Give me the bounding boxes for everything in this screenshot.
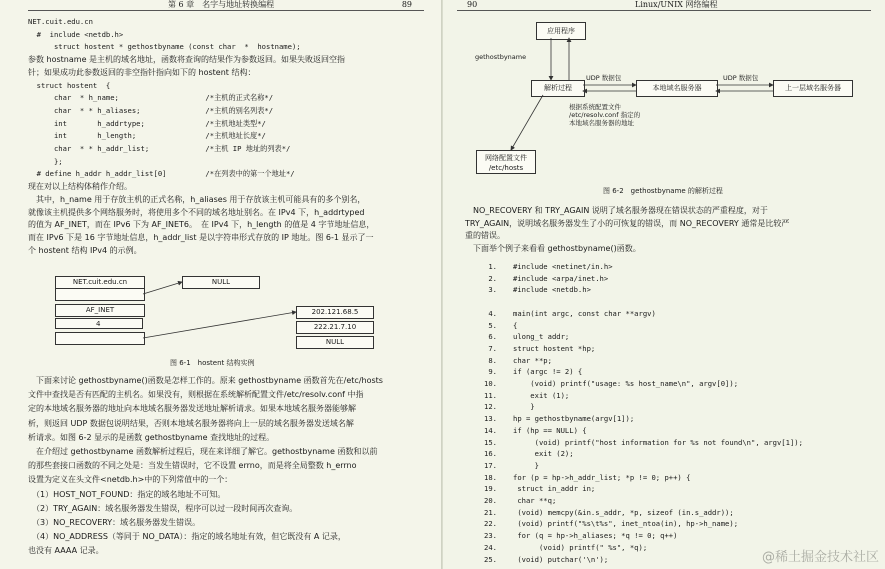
text-line: 文件中查找是否有匹配的主机名。如果没有，则根据在系统解析配置文件/etc/resolv.conf 中指	[28, 390, 364, 400]
code-line-number: 6.	[488, 332, 497, 342]
code-line-number: 12.	[484, 402, 497, 412]
code-line: }	[513, 402, 535, 412]
text-line: NO_RECOVERY 和 TRY_AGAIN 说明了域名服务器现在错误状态的严重程度，对于	[465, 206, 768, 215]
code-line: struct hostent *hp;	[513, 343, 596, 353]
code-line-number: 15.	[484, 437, 497, 447]
text-line: （1）HOST_NOT_FOUND：指定的域名地址不可知。	[28, 489, 226, 499]
text-line: 个 hostent 结构 IPv4 的示例。	[28, 245, 142, 255]
code-line: #include <netinet/in.h>	[513, 262, 613, 271]
text-line: 下面来讨论 gethostbyname()函数是怎样工作的。原来 gethostbyname 函数首先在/etc/hosts	[28, 376, 383, 385]
book-title: Linux/UNIX 网络编程	[635, 0, 718, 9]
figure-6-1-caption: 图 6-1 hostent 结构实例	[170, 359, 255, 367]
text-line: 在介绍过 gethostbyname 函数解析过程后，现在来详细了解它。gethostbyname 函数和以前	[28, 447, 378, 456]
upper-dns-box: 上一层域名服务器	[773, 80, 853, 97]
code-line-number: 23.	[484, 531, 497, 541]
aliases-null-box: NULL	[182, 276, 260, 289]
code-line-number: 5.	[488, 320, 497, 330]
code-line: (void) printf("host information for %s not found\n", argv[1]);	[513, 437, 803, 447]
code-line: }	[513, 460, 539, 470]
text-line: # include <netdb.h>	[28, 29, 124, 39]
struct-box-length: 4	[55, 318, 143, 329]
code-line: for (q = hp->h_aliases; *q != 0; q++)	[513, 531, 678, 541]
addr-box-1: 202.121.68.5	[296, 306, 374, 319]
code-line-number: 13.	[484, 414, 497, 424]
code-line: (void) printf("%s\t%s", inet_ntoa(in), hp->h_name);	[513, 519, 739, 529]
code-line-number: 9.	[488, 367, 497, 377]
text-line: int h_length; /*主机地址长度*/	[28, 131, 266, 141]
code-line-number: 4.	[488, 308, 497, 318]
text-line: # define h_addr h_addr_list[0] /*在列表中的第一个地址*/	[28, 169, 295, 179]
text-line: 针；如果成功此参数返回的非空指针指向如下的 hostent 结构：	[28, 67, 256, 77]
code-line-number: 22.	[484, 519, 497, 529]
code-line: hp = gethostbyname(argv[1]);	[513, 414, 635, 424]
text-line: （2）TRY_AGAIN：域名服务器发生错误，程序可以过一段时间再次查询。	[28, 503, 298, 513]
code-line: (void) putchar('\n');	[513, 554, 609, 564]
text-line: char * * h_addr_list; /*主机 IP 地址的列表*/	[28, 144, 291, 153]
addr-box-3: NULL	[296, 336, 374, 349]
code-line: (void) printf("usage: %s host_name\n", argv[0]);	[513, 379, 739, 388]
text-line: 也没有 AAAA 记录。	[28, 546, 104, 556]
figure-6-2-arrows	[443, 0, 885, 569]
text-line: 参数 hostname 是主机的域名地址，函数将查询的结果作为参数返回。如果失败返回空指	[28, 55, 346, 65]
text-line: };	[28, 156, 63, 166]
code-line: char **p;	[513, 355, 552, 365]
text-line: int h_addrtype; /*主机地址类型*/	[28, 118, 266, 128]
text-line: 下面举个例子来看看 gethostbyname()函数。	[465, 243, 641, 253]
chapter-title: 第 6 章 名字与地址转换编程	[168, 0, 275, 9]
text-line: struct hostent {	[28, 80, 111, 90]
code-line: #include <arpa/inet.h>	[513, 273, 609, 283]
code-line-number: 19.	[484, 484, 497, 494]
udp-label-2: UDP 数据包	[723, 74, 759, 82]
code-line: main(int argc, const char **argv)	[513, 308, 656, 318]
right-page	[443, 0, 885, 569]
code-line: for (p = hp->h_addr_list; *p != 0; p++) {	[513, 472, 691, 482]
code-line-number: 16.	[484, 449, 497, 459]
text-line: 现在对以上结构体稍作介绍。	[28, 182, 132, 192]
code-line-number: 1.	[488, 262, 497, 271]
struct-box-name: NET.cuit.edu.cn	[55, 276, 145, 289]
page-number: 89	[401, 0, 412, 9]
config-note: 根据系统配置文件 /etc/resolv.conf 指定的 本地域名服务器的地址	[569, 103, 641, 127]
text-line: 析，则返回 UDP 数据包说明结果，否则本地域名服务器将向上一层的域名服务器发送域名解	[28, 418, 354, 428]
code-line: exit (2);	[513, 449, 574, 459]
text-line: 析请求。如图 6-2 显示的是函数 gethostbyname 查找地址的过程。	[28, 432, 275, 442]
code-line-number: 20.	[484, 496, 497, 505]
text-line: 就像该主机提供多个网络服务时，将使用多个不同的域名地址别名。在 IPv4 下，h_addrtyped	[28, 207, 365, 217]
code-line: char **q;	[513, 496, 557, 505]
code-line-number: 7.	[488, 343, 497, 353]
text-line: char * h_name; /*主机的正式名称*/	[28, 93, 274, 103]
code-line-number: 2.	[488, 273, 497, 283]
figure-6-2-caption: 图 6-2 gethostbyname 的解析过程	[603, 187, 723, 195]
code-line-number: 24.	[484, 542, 497, 552]
code-line-number: 11.	[484, 390, 497, 400]
addr-box-2: 222.21.7.10	[296, 321, 374, 334]
struct-box-addrtype: AF_INET	[55, 304, 145, 317]
resolver-box: 解析过程	[531, 80, 585, 97]
text-line: 而在 IPv6 下是 16 字节地址信息，h_addr_list 是以字符串形式存放的 IP 地址。图 6-1 显示了一	[28, 232, 374, 242]
left-page	[0, 0, 442, 569]
code-line: exit (1);	[513, 390, 570, 400]
hosts-file-box: 网络配置文件 /etc/hosts	[476, 150, 536, 174]
text-line: （3）NO_RECOVERY：域名服务器发生错误。	[28, 518, 201, 527]
code-line: #include <netdb.h>	[513, 285, 591, 295]
code-line: if (hp == NULL) {	[513, 425, 587, 435]
code-line: if (argc != 2) {	[513, 367, 583, 377]
text-line: 的那些套接口函数的不同之处是：当发生错误时，它不设置 errno，而是将全局整数 h_errno	[28, 461, 357, 471]
text-line: struct hostent * gethostbyname (const char * hostname);	[28, 42, 301, 52]
code-line-number: 21.	[484, 507, 497, 517]
text-line: （4）NO_ADDRESS（等同于 NO_DATA）：指定的域名地址有效，但它既没有 A 记录，	[28, 532, 346, 542]
local-dns-box: 本地域名服务器	[636, 80, 718, 97]
code-line: {	[513, 320, 518, 330]
code-line-number: 10.	[484, 379, 497, 388]
code-line: (void) printf(" %s", *q);	[513, 542, 648, 552]
page-number: 90	[467, 0, 478, 9]
code-line-number: 14.	[484, 425, 497, 435]
text-line: char * * h_aliases; /*主机的别名列表*/	[28, 105, 274, 115]
udp-label-1: UDP 数据包	[586, 74, 622, 82]
text-line: NET.cuit.edu.cn	[28, 17, 93, 26]
code-line-number: 25.	[484, 554, 497, 564]
code-line-number: 8.	[488, 355, 497, 365]
code-line-number: 18.	[484, 472, 497, 482]
text-line: 其中，h_name 用于存放主机的正式名称，h_aliases 用于存放该主机可能具有的多个别名，	[28, 194, 366, 204]
code-line: struct in_addr in;	[513, 484, 596, 494]
code-line: (void) memcpy(&in.s_addr, *p, sizeof (in.s_addr));	[513, 507, 734, 517]
gethostbyname-label: gethostbyname	[475, 53, 527, 61]
code-line-number: 3.	[488, 285, 497, 295]
watermark: @稀土掘金技术社区	[761, 550, 879, 565]
text-line: 的值为 AF_INET，而在 IPv6 下为 AF_INET6。 在 IPv4 下，h_length 的值是 4 字节地址信息，	[28, 220, 375, 230]
app-box: 应用程序	[536, 22, 586, 40]
code-line-number: 17.	[484, 460, 497, 470]
code-line: ulong_t addr;	[513, 332, 570, 342]
text-line: 设置为定义在头文件<netdb.h>中的下列常值中的一个：	[28, 475, 233, 485]
text-line: 定的本地域名服务器的地址向本地域名服务器发送地址解析请求。如果本地域名服务器能够解	[28, 404, 356, 414]
text-line: TRY_AGAIN，说明域名服务器发生了小的可恢复的错误，而 NO_RECOVERY 通常是比较严	[465, 218, 790, 228]
text-line: 重的错误。	[465, 231, 505, 240]
